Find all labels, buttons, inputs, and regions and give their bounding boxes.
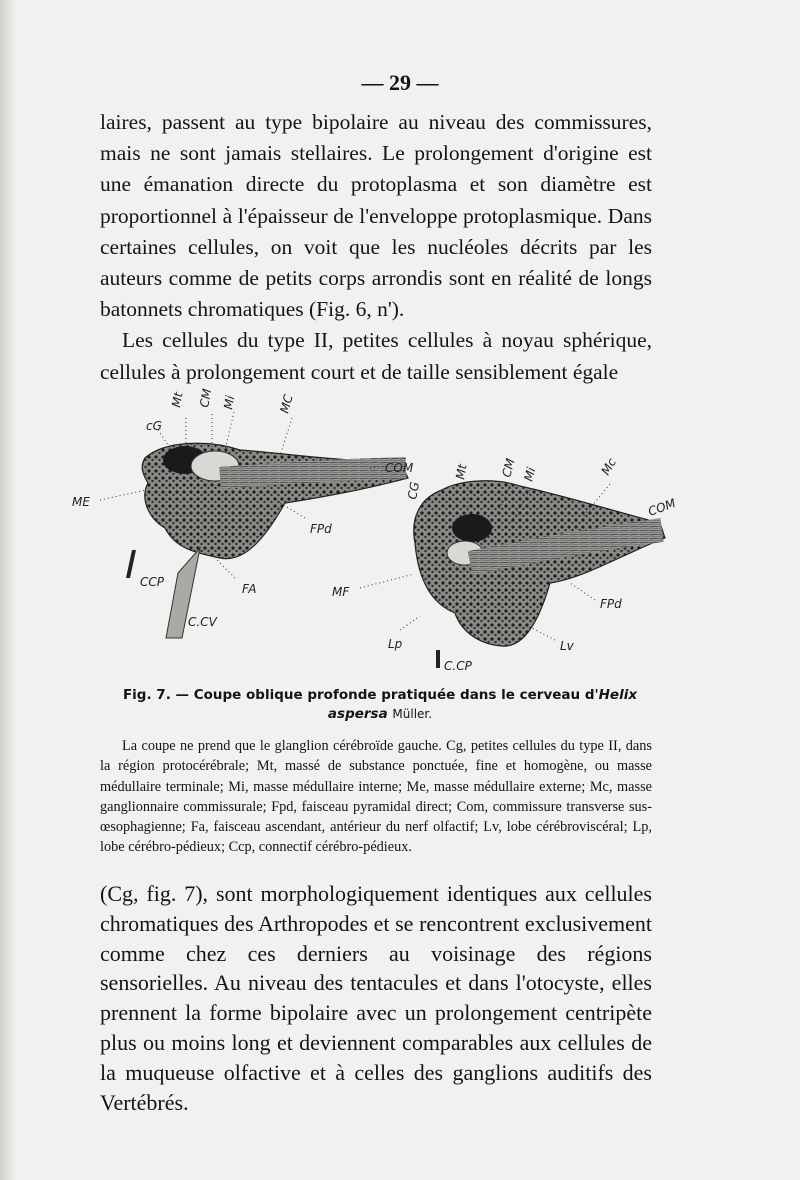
left-label-cg: cG xyxy=(146,419,162,433)
right-label-lv: Lv xyxy=(560,639,574,653)
right-ganglion xyxy=(414,481,665,668)
left-label-mi: Mi xyxy=(221,394,238,411)
caption-species-genus: Helix xyxy=(598,687,638,703)
page-number: — 29 — xyxy=(361,70,439,95)
left-label-ccp: CCP xyxy=(140,575,164,589)
left-label-ccv: C.CV xyxy=(188,615,217,629)
right-label-mc: Mc xyxy=(598,455,620,478)
bottom-text-block xyxy=(100,879,652,1117)
figure-caption-title xyxy=(100,686,660,724)
caption-legend: La coupe ne prend que le glanglion cérébroïde gauche. Cg, petites cellules du type II, dans la région protocérébrale; Mt, massé de substance ponctuée, fine et homogène, ou masse médullaire terminale; Mi, masse médullaire interne; Me, masse médullaire externe; Mc, masse ganglionnaire commissurale; Fpd, faisceau pyramidal direct; Com, commissure transverse sus-œsophagienne; Fa, faisceau ascendant, antérieur du nerf olfactif; Lv, lobe cérébroviscéral; Lp, lobe cérébro-pédieux; Ccp, connectif cérébro-pédieux. xyxy=(100,738,652,856)
right-label-cg: CG xyxy=(405,480,423,501)
paragraph-3: (Cg, fig. 7), sont morphologiquement identiques aux cellules chromatiques des Arthropodes et se rencontrent exclusivement comme chez ces derniers au voisinage des régions sensorielles. Au niveau des tentacules et dans l'otocyste, elles prennent la forme bipolaire avec un prolongement centripète plus ou moins long et deviennent comparables aux cellules de la muqueuse olfactive et à celles des ganglions auditifs des Vertébrés. xyxy=(100,881,652,1115)
paragraph-2: Les cellules du type II, petites cellules à noyau sphérique, cellules à prolongement court et de taille sensiblement égale xyxy=(100,328,652,384)
right-label-ccp: C.CP xyxy=(444,659,472,673)
left-label-mt: Mt xyxy=(169,391,186,409)
left-label-mc: MC xyxy=(277,393,296,415)
paragraph-1: laires, passent au type bipolaire au niveau des commissures, mais ne sont jamais stellaires. Le prolongement d'origine est une émanation directe du protoplasma et son diamètre est proportionnel à l'épaisseur de l'enveloppe protoplasmique. Dans certaines cellules, on voit que les nucléoles décrits par les auteurs comme de petits corps arrondis sont en réalité de longs batonnets chromatiques (Fig. 6, n'). xyxy=(100,110,652,322)
right-label-mt: Mt xyxy=(453,463,470,481)
right-label-mf: MF xyxy=(332,585,350,599)
caption-species-name: aspersa xyxy=(327,706,388,722)
right-label-cm: CM xyxy=(499,457,518,479)
left-label-fpd: FPd xyxy=(310,522,332,536)
caption-author: Müller. xyxy=(392,707,433,721)
left-label-me: ME xyxy=(72,495,90,509)
page-edge-shadow xyxy=(0,0,16,1180)
brain-section-figure xyxy=(70,378,690,678)
brain-section-drawing xyxy=(70,378,690,678)
top-text-block xyxy=(100,107,652,388)
right-label-mi: Mi xyxy=(521,465,539,483)
left-label-cm: CM xyxy=(197,387,215,409)
left-ganglion xyxy=(126,443,408,638)
left-label-fa: FA xyxy=(242,582,257,596)
left-label-com: COM xyxy=(385,461,414,475)
right-label-fpd: FPd xyxy=(600,597,622,611)
caption-prefix: Fig. 7. — Coupe oblique profonde pratiquée dans le cerveau d' xyxy=(122,687,599,703)
figure-caption-body xyxy=(100,736,652,858)
right-label-com: COM xyxy=(646,496,678,519)
right-label-lp: Lp xyxy=(388,637,403,651)
